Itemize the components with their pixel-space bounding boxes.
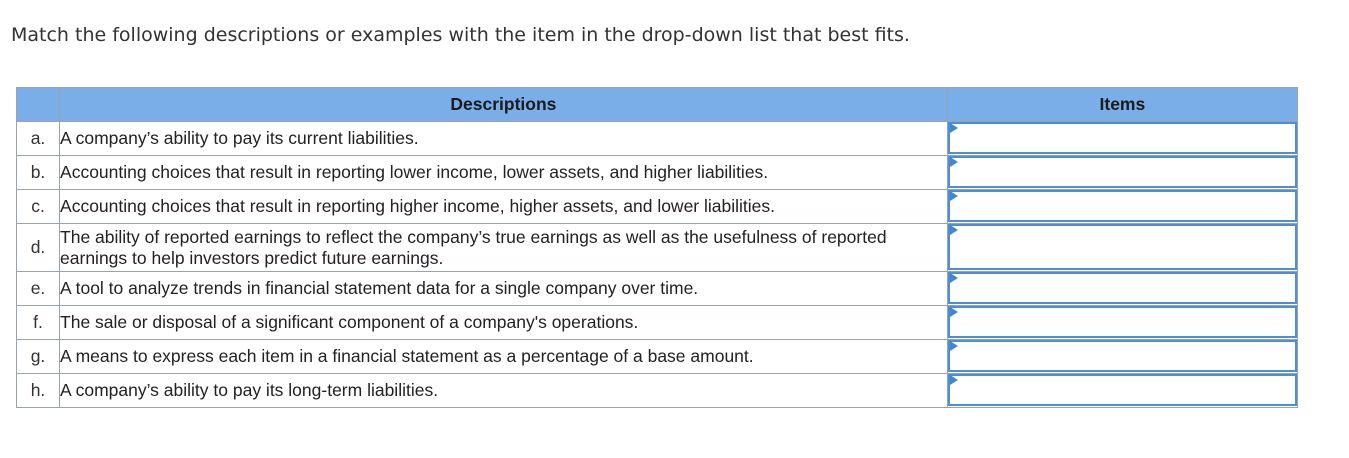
row-letter: a. (17, 122, 60, 156)
item-cell (947, 122, 1297, 156)
triangle-right-icon (950, 273, 958, 283)
row-letter: h. (17, 374, 60, 408)
row-letter: f. (17, 306, 60, 340)
item-cell (947, 306, 1297, 340)
item-dropdown[interactable] (948, 122, 1297, 154)
row-description: Accounting choices that result in reporting lower income, lower assets, and higher liabilities. (60, 156, 948, 190)
table-row (17, 190, 1298, 224)
row-description: A company’s ability to pay its current liabilities. (60, 122, 948, 156)
table-row (17, 340, 1298, 374)
item-cell (947, 156, 1297, 190)
item-cell (947, 190, 1297, 224)
table-row (17, 272, 1298, 306)
item-cell (947, 340, 1297, 374)
item-dropdown[interactable] (948, 374, 1297, 406)
row-letter: b. (17, 156, 60, 190)
item-dropdown[interactable] (948, 224, 1297, 270)
item-dropdown[interactable] (948, 340, 1297, 372)
item-cell (947, 224, 1297, 272)
triangle-right-icon (950, 375, 958, 385)
row-description: A means to express each item in a financial statement as a percentage of a base amount. (60, 340, 948, 374)
table-row (17, 374, 1298, 408)
row-description: Accounting choices that result in reporting higher income, higher assets, and lower liabilities. (60, 190, 948, 224)
triangle-right-icon (950, 191, 958, 201)
triangle-right-icon (950, 307, 958, 317)
table-row (17, 224, 1298, 272)
item-dropdown[interactable] (948, 306, 1297, 338)
table-row (17, 122, 1298, 156)
row-letter: d. (17, 224, 60, 272)
item-cell (947, 374, 1297, 408)
row-description: The ability of reported earnings to reflect the company’s true earnings as well as the usefulness of reported earnings to help investors predict future earnings. (60, 224, 948, 272)
table-row (17, 156, 1298, 190)
triangle-right-icon (950, 341, 958, 351)
row-letter: g. (17, 340, 60, 374)
row-letter: c. (17, 190, 60, 224)
item-cell (947, 272, 1297, 306)
item-dropdown[interactable] (948, 272, 1297, 304)
triangle-right-icon (950, 123, 958, 133)
row-description: A tool to analyze trends in financial statement data for a single company over time. (60, 272, 948, 306)
triangle-right-icon (950, 157, 958, 167)
header-descriptions: Descriptions (60, 88, 948, 122)
header-letter (17, 88, 60, 122)
item-dropdown[interactable] (948, 190, 1297, 222)
matching-table (16, 87, 1298, 408)
header-items: Items (947, 88, 1297, 122)
row-description: The sale or disposal of a significant component of a company's operations. (60, 306, 948, 340)
row-letter: e. (17, 272, 60, 306)
triangle-right-icon (950, 225, 958, 235)
table-row (17, 306, 1298, 340)
row-description: A company’s ability to pay its long-term liabilities. (60, 374, 948, 408)
instructions-text: Match the following descriptions or examples with the item in the drop-down list that best fits. (11, 24, 910, 46)
item-dropdown[interactable] (948, 156, 1297, 188)
header-row (17, 88, 1298, 122)
